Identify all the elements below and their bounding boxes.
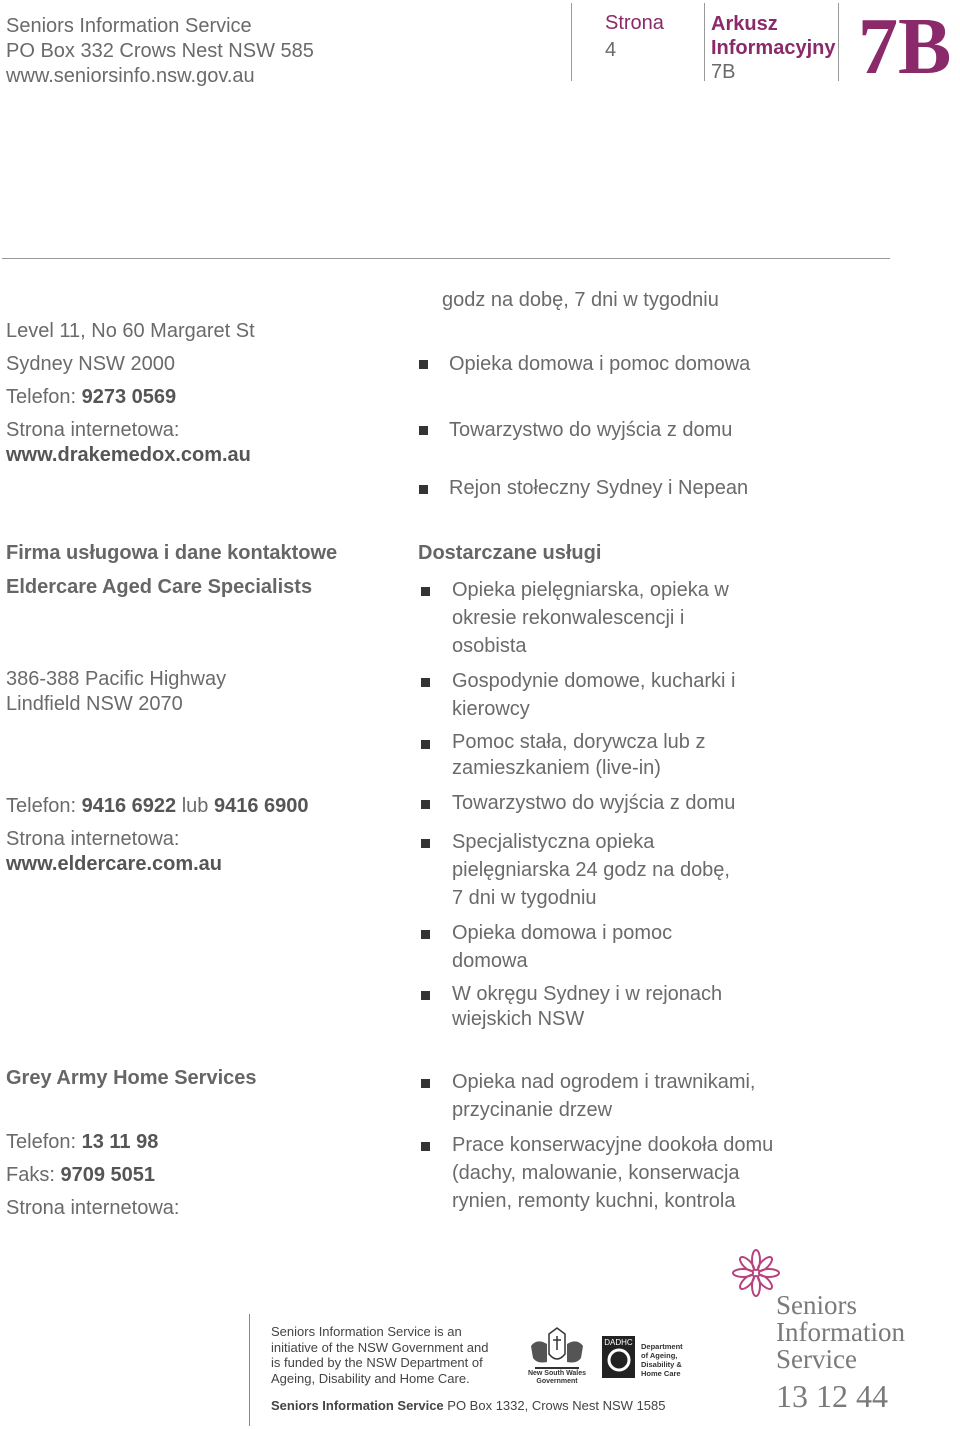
service-item: Opieka pielęgniarska, opieka w <box>452 579 729 601</box>
phone-or: lub <box>176 795 214 817</box>
page-label: Strona <box>605 12 664 34</box>
page-number: 4 <box>605 39 617 61</box>
address-line: 386-388 Pacific Highway <box>6 668 227 690</box>
header-divider <box>838 3 839 81</box>
service-item: rynien, remonty kuchni, kontrola <box>452 1190 736 1212</box>
bullet-icon <box>421 1142 430 1151</box>
bullet-icon <box>421 839 430 848</box>
logo-line: Service <box>776 1344 857 1374</box>
bullet-icon <box>421 800 430 809</box>
service-item: przycinanie drzew <box>452 1099 613 1121</box>
logo-line: Seniors <box>776 1290 857 1320</box>
web-label: Strona internetowa: <box>6 828 180 850</box>
service-item: pielęgniarska 24 godz na dobę, <box>452 859 730 881</box>
section-heading-services: Dostarczane usługi <box>418 542 602 564</box>
dadhc-label-line: Disability & <box>641 1360 682 1369</box>
phone-number: 13 11 98 <box>81 1131 159 1153</box>
header-rule <box>2 258 890 259</box>
fax-label: Faks: <box>6 1164 61 1186</box>
dadhc-label-line: of Ageing, <box>641 1351 678 1360</box>
dadhc-label-line: Department <box>641 1342 683 1351</box>
bullet-icon <box>421 740 430 749</box>
bullet-icon <box>421 587 430 596</box>
bullet-icon <box>421 678 430 687</box>
phone-label: Telefon: <box>6 1131 82 1153</box>
provider-name: Grey Army Home Services <box>6 1067 257 1089</box>
footer-text-line: is funded by the NSW Department of <box>271 1355 483 1370</box>
footer-divider <box>249 1314 250 1426</box>
web-link[interactable]: www.eldercare.com.au <box>6 853 223 875</box>
phone-number: 9416 6922 <box>81 795 177 817</box>
service-item: Prace konserwacyjne dookoła domu <box>452 1134 774 1156</box>
web-label: Strona internetowa: <box>6 1197 180 1219</box>
phone-number: 9273 0569 <box>81 386 177 408</box>
service-item: domowa <box>452 950 528 972</box>
footer-po-box: PO Box 1332, Crows Nest NSW 1585 <box>443 1398 666 1413</box>
service-item: wiejskich NSW <box>452 1008 585 1030</box>
bullet-icon <box>419 360 428 369</box>
service-item: okresie rekonwalescencji i <box>452 607 685 629</box>
footer-org: Seniors Information Service <box>271 1398 444 1413</box>
service-continuation: godz na dobę, 7 dni w tygodniu <box>442 289 719 311</box>
bullet-icon <box>421 1079 430 1088</box>
phone-line <box>6 1130 158 1155</box>
footer-text-line: Seniors Information Service is an <box>271 1324 462 1339</box>
phone-line <box>6 385 176 410</box>
phone-label: Telefon: <box>6 795 82 817</box>
section-heading-contact: Firma usługowa i dane kontaktowe <box>6 542 338 564</box>
address-line: Level 11, No 60 Margaret St <box>6 320 255 342</box>
phone-number: 9416 6900 <box>213 795 309 817</box>
fax-line <box>6 1163 155 1188</box>
service-item: Specjalistyczna opieka <box>452 831 655 853</box>
service-item: Towarzystwo do wyjścia z domu <box>449 419 733 441</box>
logo-line: Information <box>776 1317 905 1347</box>
sheet-code: 7B <box>711 61 736 83</box>
bullet-icon <box>419 426 428 435</box>
footer-initiative-text <box>271 1324 489 1386</box>
footer-text-line: initiative of the NSW Government and <box>271 1339 489 1355</box>
fax-number: 9709 5051 <box>60 1164 155 1186</box>
service-item: osobista <box>452 635 527 657</box>
nsw-government-label: New South Wales Government <box>527 1370 587 1385</box>
footer-text-line: Ageing, Disability and Home Care. <box>271 1370 470 1386</box>
dadhc-logo <box>602 1336 635 1378</box>
org-name: Seniors Information Service <box>6 15 252 37</box>
org-po-box: PO Box 332 Crows Nest NSW 585 <box>6 40 314 62</box>
service-item: kierowcy <box>452 698 530 720</box>
service-item: (dachy, malowanie, konserwacja <box>452 1162 740 1184</box>
service-item: Pomoc stała, dorywcza lub z <box>452 731 706 753</box>
phone-line <box>6 794 309 819</box>
service-item: zamieszkaniem (live-in) <box>452 757 661 779</box>
web-link[interactable]: www.drakemedox.com.au <box>6 444 251 466</box>
bullet-icon <box>421 991 430 1000</box>
footer-address <box>271 1398 665 1413</box>
service-item: 7 dni w tygodniu <box>452 887 597 909</box>
provider-name: Eldercare Aged Care Specialists <box>6 576 313 598</box>
service-item: W okręgu Sydney i w rejonach <box>452 983 723 1005</box>
page-indicator <box>605 10 664 64</box>
header-divider <box>571 3 572 81</box>
service-item: Towarzystwo do wyjścia z domu <box>452 792 736 814</box>
service-item: Opieka domowa i pomoc domowa <box>449 353 751 375</box>
address-line: Lindfield NSW 2070 <box>6 693 183 715</box>
service-item: Opieka domowa i pomoc <box>452 922 673 944</box>
service-item: Gospodynie domowe, kucharki i <box>452 670 736 692</box>
dadhc-label-line: Home Care <box>641 1369 681 1378</box>
bullet-icon <box>421 930 430 939</box>
address-line: Sydney NSW 2000 <box>6 353 175 375</box>
phone-label: Telefon: <box>6 386 82 408</box>
sheet-indicator <box>711 12 835 84</box>
sheet-label-1: Arkusz <box>711 13 778 35</box>
header-divider <box>704 3 705 81</box>
sheet-big-code: 7B <box>858 3 952 91</box>
sheet-label-2: Informacyjny <box>711 37 836 59</box>
web-label: Strona internetowa: <box>6 419 180 441</box>
org-website[interactable]: www.seniorsinfo.nsw.gov.au <box>6 65 255 87</box>
service-item: Rejon stołeczny Sydney i Nepean <box>449 477 749 499</box>
header-organization <box>6 14 314 89</box>
seniors-logo-text <box>776 1292 905 1373</box>
dadhc-circle-icon <box>606 1347 632 1373</box>
service-item: Opieka nad ogrodem i trawnikami, <box>452 1071 756 1093</box>
dadhc-department-label <box>641 1342 683 1378</box>
dadhc-acronym: DADHC <box>604 1338 633 1347</box>
seniors-logo-phone: 13 12 44 <box>776 1378 888 1414</box>
bullet-icon <box>419 485 428 494</box>
